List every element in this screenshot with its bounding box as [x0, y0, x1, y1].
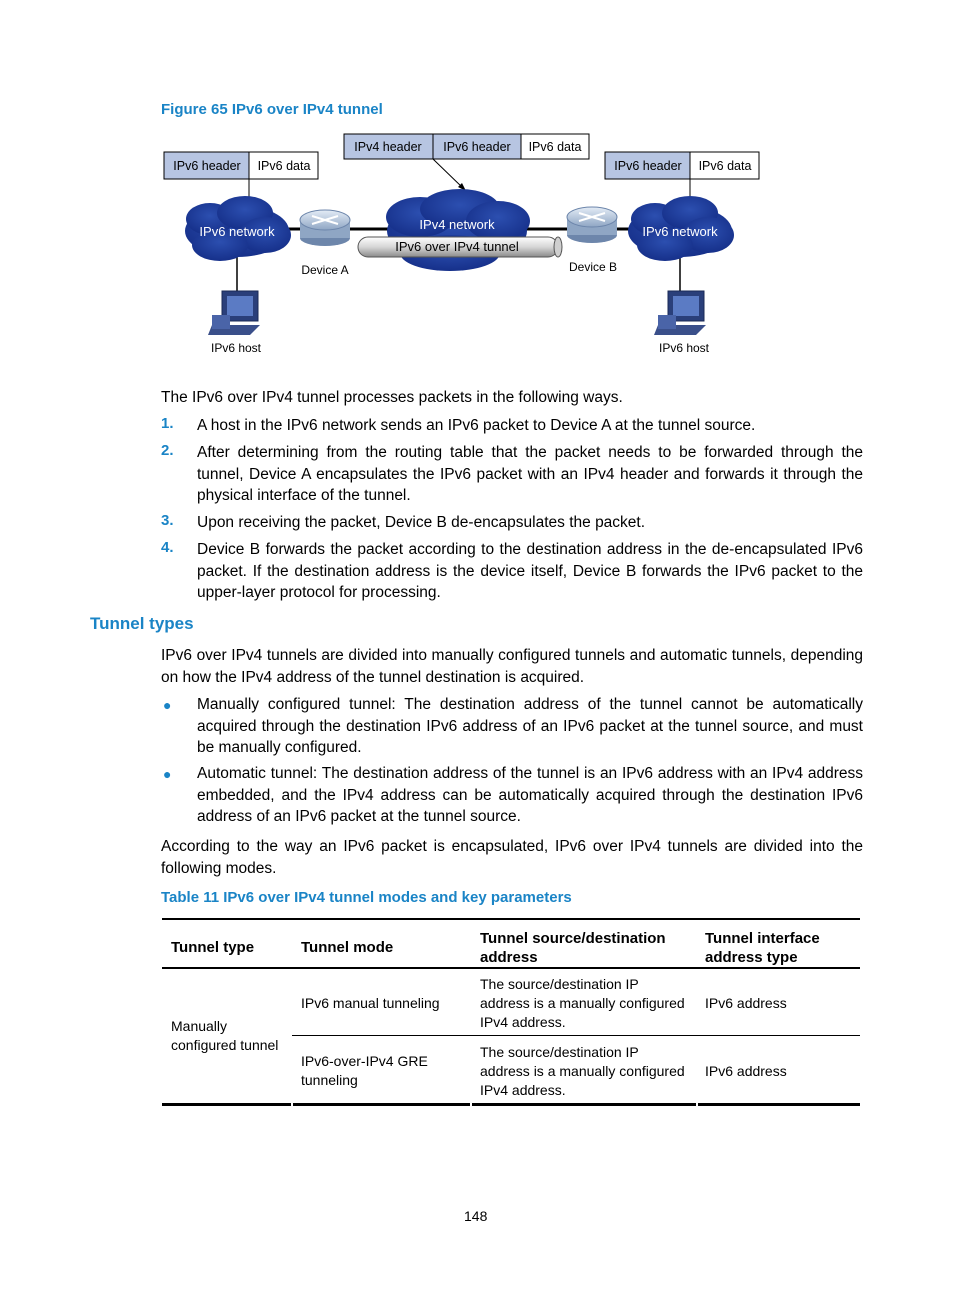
right-network-label: IPv6 network — [642, 224, 718, 239]
step-number: 4. — [161, 539, 174, 556]
header-tunnel-type: Tunnel type — [171, 939, 255, 956]
bullet-dot-icon: ● — [163, 766, 172, 782]
router-icon — [300, 210, 350, 246]
left-packet — [164, 152, 318, 179]
right-host-label: IPv6 host — [658, 341, 710, 355]
top-ipv4-header: IPv4 header — [354, 140, 422, 154]
right-packet — [605, 152, 759, 179]
middle-network-label: IPv4 network — [419, 217, 495, 232]
left-network-label: IPv6 network — [199, 224, 275, 239]
left-ipv6-data: IPv6 data — [257, 159, 311, 173]
step-text: After determining from the routing table that the packet needs to be forwarded through the tunnel, Device A encapsulates the IPv6 packet with an IPv4 header and forwards it through the physical interface of the tunnel. — [197, 444, 863, 504]
host-computer-icon — [654, 291, 706, 335]
bullet-text: Automatic tunnel: The destination address of the tunnel is an IPv6 address with an IPv4 address embedded, and the IPv4 address can be automatically acquired through the destination IPv6 address of an IPv6 packet at the tunnel source. — [197, 765, 863, 825]
router-icon — [567, 207, 617, 243]
right-ipv6-network-cloud — [628, 196, 734, 261]
intro-paragraph: The IPv6 over IPv4 tunnel processes packets in the following ways. — [161, 389, 623, 406]
section-paragraph: IPv6 over IPv4 tunnels are divided into manually configured tunnels and automatic tunnels, depending on how the IPv4 address of the tunnel destination is acquired. — [161, 647, 863, 686]
step-number: 2. — [161, 442, 174, 459]
group-label: Manually configured tunnel — [171, 1018, 279, 1053]
tunnel-label: IPv6 over IPv4 tunnel — [395, 239, 519, 254]
table-caption: Table 11 IPv6 over IPv4 tunnel modes and key parameters — [161, 889, 572, 906]
bullet-text: Manually configured tunnel: The destination address of the tunnel cannot be automatically acquired through the destination IPv6 address of an IPv6 packet at the tunnel source, and must be manually configured. — [197, 696, 863, 756]
tunnel-diagram — [150, 125, 800, 365]
figure-caption: Figure 65 IPv6 over IPv4 tunnel — [161, 101, 383, 118]
table-cell-address: The source/destination IP address is a manually configured IPv4 address. — [480, 976, 685, 1030]
device-b-label: Device B — [568, 260, 618, 274]
step-number: 1. — [161, 415, 174, 432]
header-source-destination: Tunnel source/destination address — [480, 930, 666, 966]
top-ipv6-header: IPv6 header — [443, 140, 511, 154]
left-ipv6-network-cloud — [185, 196, 291, 261]
table-cell-type: IPv6 address — [705, 995, 787, 1011]
page-number: 148 — [464, 1208, 488, 1224]
step-number: 3. — [161, 512, 174, 529]
host-computer-icon — [208, 291, 260, 335]
header-tunnel-mode: Tunnel mode — [301, 939, 394, 956]
step-text: A host in the IPv6 network sends an IPv6 packet to Device A at the tunnel source. — [197, 417, 756, 434]
left-ipv6-header: IPv6 header — [173, 159, 241, 173]
section-heading: Tunnel types — [90, 614, 194, 633]
header-interface-address-type: Tunnel interface address type — [705, 930, 820, 966]
encapsulated-packet — [344, 134, 589, 159]
table-cell-mode: IPv6-over-IPv4 GRE tunneling — [301, 1053, 428, 1088]
step-text: Device B forwards the packet according to the destination address in the de-encapsulated IPv6 packet. If the destination address is the device itself, Device B forwards the IPv6 packet to the upper-layer protocol for processing. — [197, 541, 863, 601]
right-ipv6-header: IPv6 header — [614, 159, 682, 173]
right-ipv6-data: IPv6 data — [698, 159, 752, 173]
tunnel-tube — [358, 237, 562, 257]
table-cell-address: The source/destination IP address is a manually configured IPv4 address. — [480, 1044, 685, 1098]
table-cell-mode: IPv6 manual tunneling — [301, 995, 440, 1011]
section-paragraph: According to the way an IPv6 packet is encapsulated, IPv6 over IPv4 tunnels are divided into the following modes. — [161, 838, 863, 877]
left-host-label: IPv6 host — [210, 341, 262, 355]
ipv4-network-cloud — [386, 189, 530, 271]
step-text: Upon receiving the packet, Device B de-encapsulates the packet. — [197, 514, 646, 531]
bullet-dot-icon: ● — [163, 697, 172, 713]
device-a-label: Device A — [301, 263, 349, 277]
table-cell-type: IPv6 address — [705, 1063, 787, 1079]
top-ipv6-data: IPv6 data — [528, 140, 582, 154]
